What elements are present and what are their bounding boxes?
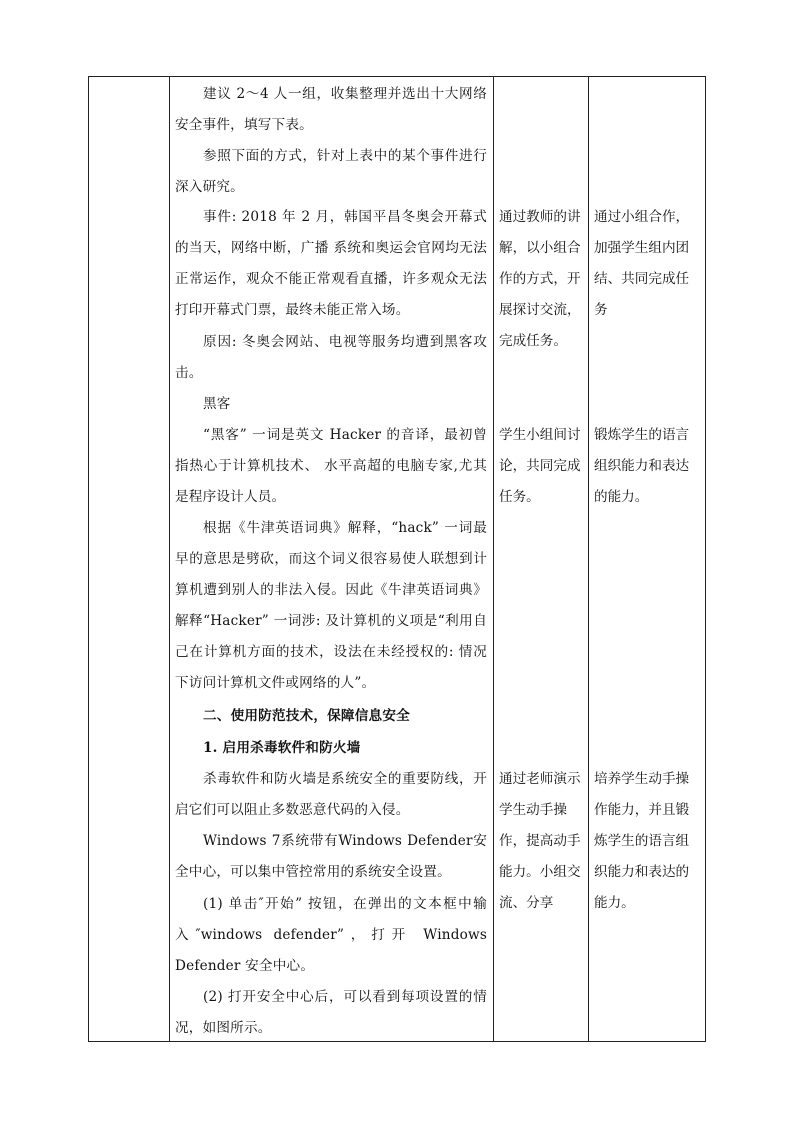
intent-text-2: 锻炼学生的语言组织能力和表达的能力。 — [594, 427, 690, 505]
section-heading: 二、使用防范技术，保障信息安全 — [203, 708, 410, 724]
paragraph-oxford: 根据《牛津英语词典》解释，“hack” 一词最早的意思是劈砍，而这个词义很容易使人联想到计算机遭到别人的非法入侵。因此《牛津英语词典》解释“Hacker” 一词涉: 及计算机的义项是“利用自己在计算机方面的技术，设法在未经授权的: 情况下访问计算机文件或网络的人”。 — [175, 520, 487, 691]
paragraph-antivirus: 杀毒软件和防火墙是系统安全的重要防线，开启它们可以阻止多数恶意代码的入侵。 — [175, 771, 487, 818]
lesson-table — [88, 76, 706, 1042]
heading-hacker: 黑客 — [203, 396, 231, 412]
activity-text-2: 学生小组间讨论，共同完成任务。 — [499, 427, 581, 505]
paragraph-step-2: (2) 打开安全中心后，可以看到每项设置的情况，如图所示。 — [175, 989, 487, 1036]
activity-text-3: 通过老师演示学生动手操作，提高动手能力。小组交流、分享 — [499, 771, 581, 911]
paragraph-step-1: (1) 单击″开始” 按钮，在弹出的文本框中输入″windows defender”，打开 Windows Defender 安全中心。 — [175, 896, 487, 974]
paragraph-task: 建议 2～4 人一组，收集整理并选出十大网络安全事件，填写下表。 — [175, 86, 487, 133]
content-column — [169, 77, 493, 1041]
paragraph-reason: 原因: 冬奥会网站、电视等服务均遭到黑客攻击。 — [175, 334, 487, 381]
paragraph-hacker-definition: “黑客” 一词是英文 Hacker 的音译，最初曾指热心于计算机技术、 水平高超的电脑专家,尤其是程序设计人员。 — [175, 427, 487, 505]
paragraph-event: 事件: 2018 年 2 月，韩国平昌冬奥会开幕式的当天，网络中断，广播 系统和奥运会官网均无法正常运作，观众不能正常观看直播，许多观众无法打印开幕式门票，最终未能正常入场。 — [175, 209, 487, 318]
activity-text-1: 通过教师的讲解，以小组合作的方式，开展探讨交流，完成任务。 — [499, 209, 581, 349]
activity-column — [493, 77, 588, 1041]
subsection-heading: 1. 启用杀毒软件和防火墙 — [203, 740, 361, 756]
intent-text-3: 培养学生动手操作能力，并且锻炼学生的语言组织能力和表达的能力。 — [594, 771, 690, 911]
intent-column — [588, 77, 706, 1041]
paragraph-windows-defender: Windows 7系统带有Windows Defender安全中心，可以集中管控常用的系统安全设置。 — [175, 833, 487, 880]
intent-text-1: 通过小组合作，加强学生组内团结、共同完成任务 — [594, 209, 690, 318]
paragraph-method: 参照下面的方式，针对上表中的某个事件进行深入研究。 — [175, 148, 487, 195]
